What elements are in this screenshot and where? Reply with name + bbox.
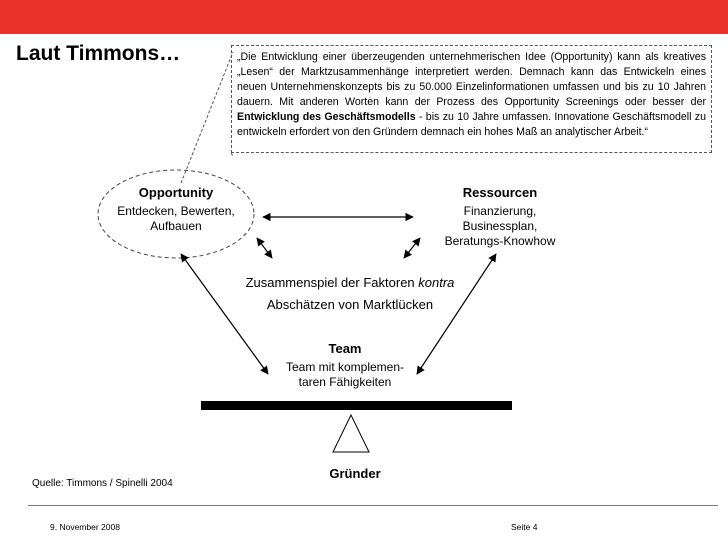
page-title: Laut Timmons… <box>16 42 181 65</box>
opportunity-line1: Entdecken, Bewerten, <box>117 204 235 218</box>
resources-line3: Beratungs-Knowhow <box>444 234 556 248</box>
team-line1: Team mit komplemen- <box>285 360 405 374</box>
footer-divider <box>28 505 718 506</box>
source-note: Quelle: Timmons / Spinelli 2004 <box>32 478 173 489</box>
center-line1-main: Zusammenspiel der Faktoren <box>245 275 419 290</box>
team-label <box>270 341 420 390</box>
quote-text-end: - bis zu 10 Jahre umfassen. Innovatione Geschäftsmodell zu entwickeln erfordert von den Gründern demnach ein hohes Maß an analytischer Arbeit.“ <box>237 111 706 138</box>
arrow-opportunity-team <box>181 254 268 374</box>
callout-connector-bottom <box>231 153 233 156</box>
opportunity-line2: Aufbauen <box>150 219 202 233</box>
opportunity-title: Opportunity <box>138 185 214 200</box>
team-line2: taren Fähigkeiten <box>298 375 392 389</box>
quote-bold-phrase: Entwicklung des Geschäftsmodells <box>237 111 416 123</box>
footer-date: 9. November 2008 <box>50 522 120 532</box>
fulcrum-triangle <box>333 415 369 452</box>
resources-line2: Businessplan, <box>462 219 538 233</box>
founder-label: Gründer <box>329 466 381 481</box>
team-title: Team <box>328 341 362 356</box>
resources-title: Ressourcen <box>462 185 538 200</box>
resources-line1: Finanzierung, <box>463 204 537 218</box>
arrow-opportunity-center <box>257 238 272 258</box>
center-label-line1 <box>200 275 500 290</box>
resources-label <box>420 185 580 249</box>
footer-page-number: Seite 4 <box>511 522 538 532</box>
arrow-resources-center <box>404 238 420 258</box>
quote-text-start: „Die Entwicklung einer überzeugenden unternehmerischen Idee (Opportunity) kann als kreatives „Lesen“ der Marktzusammenhänge interpretiert werden. Demnach kann das Entwickeln eines neuen Unternehmenskonzepts bis zu 50.000 Einzelinformationen umfassen und bis zu 10 Jahren dauern. Mit anderen Worten kann der Prozess des Opportunity Screenings oder besser der <box>237 51 706 108</box>
center-label-line2: Abschätzen von Marktlücken <box>266 297 434 312</box>
opportunity-label <box>100 185 252 234</box>
arrow-resources-team <box>417 254 496 374</box>
callout-connector-left <box>181 52 233 183</box>
balance-beam <box>201 401 512 410</box>
center-line1-italic: kontra <box>418 275 455 290</box>
